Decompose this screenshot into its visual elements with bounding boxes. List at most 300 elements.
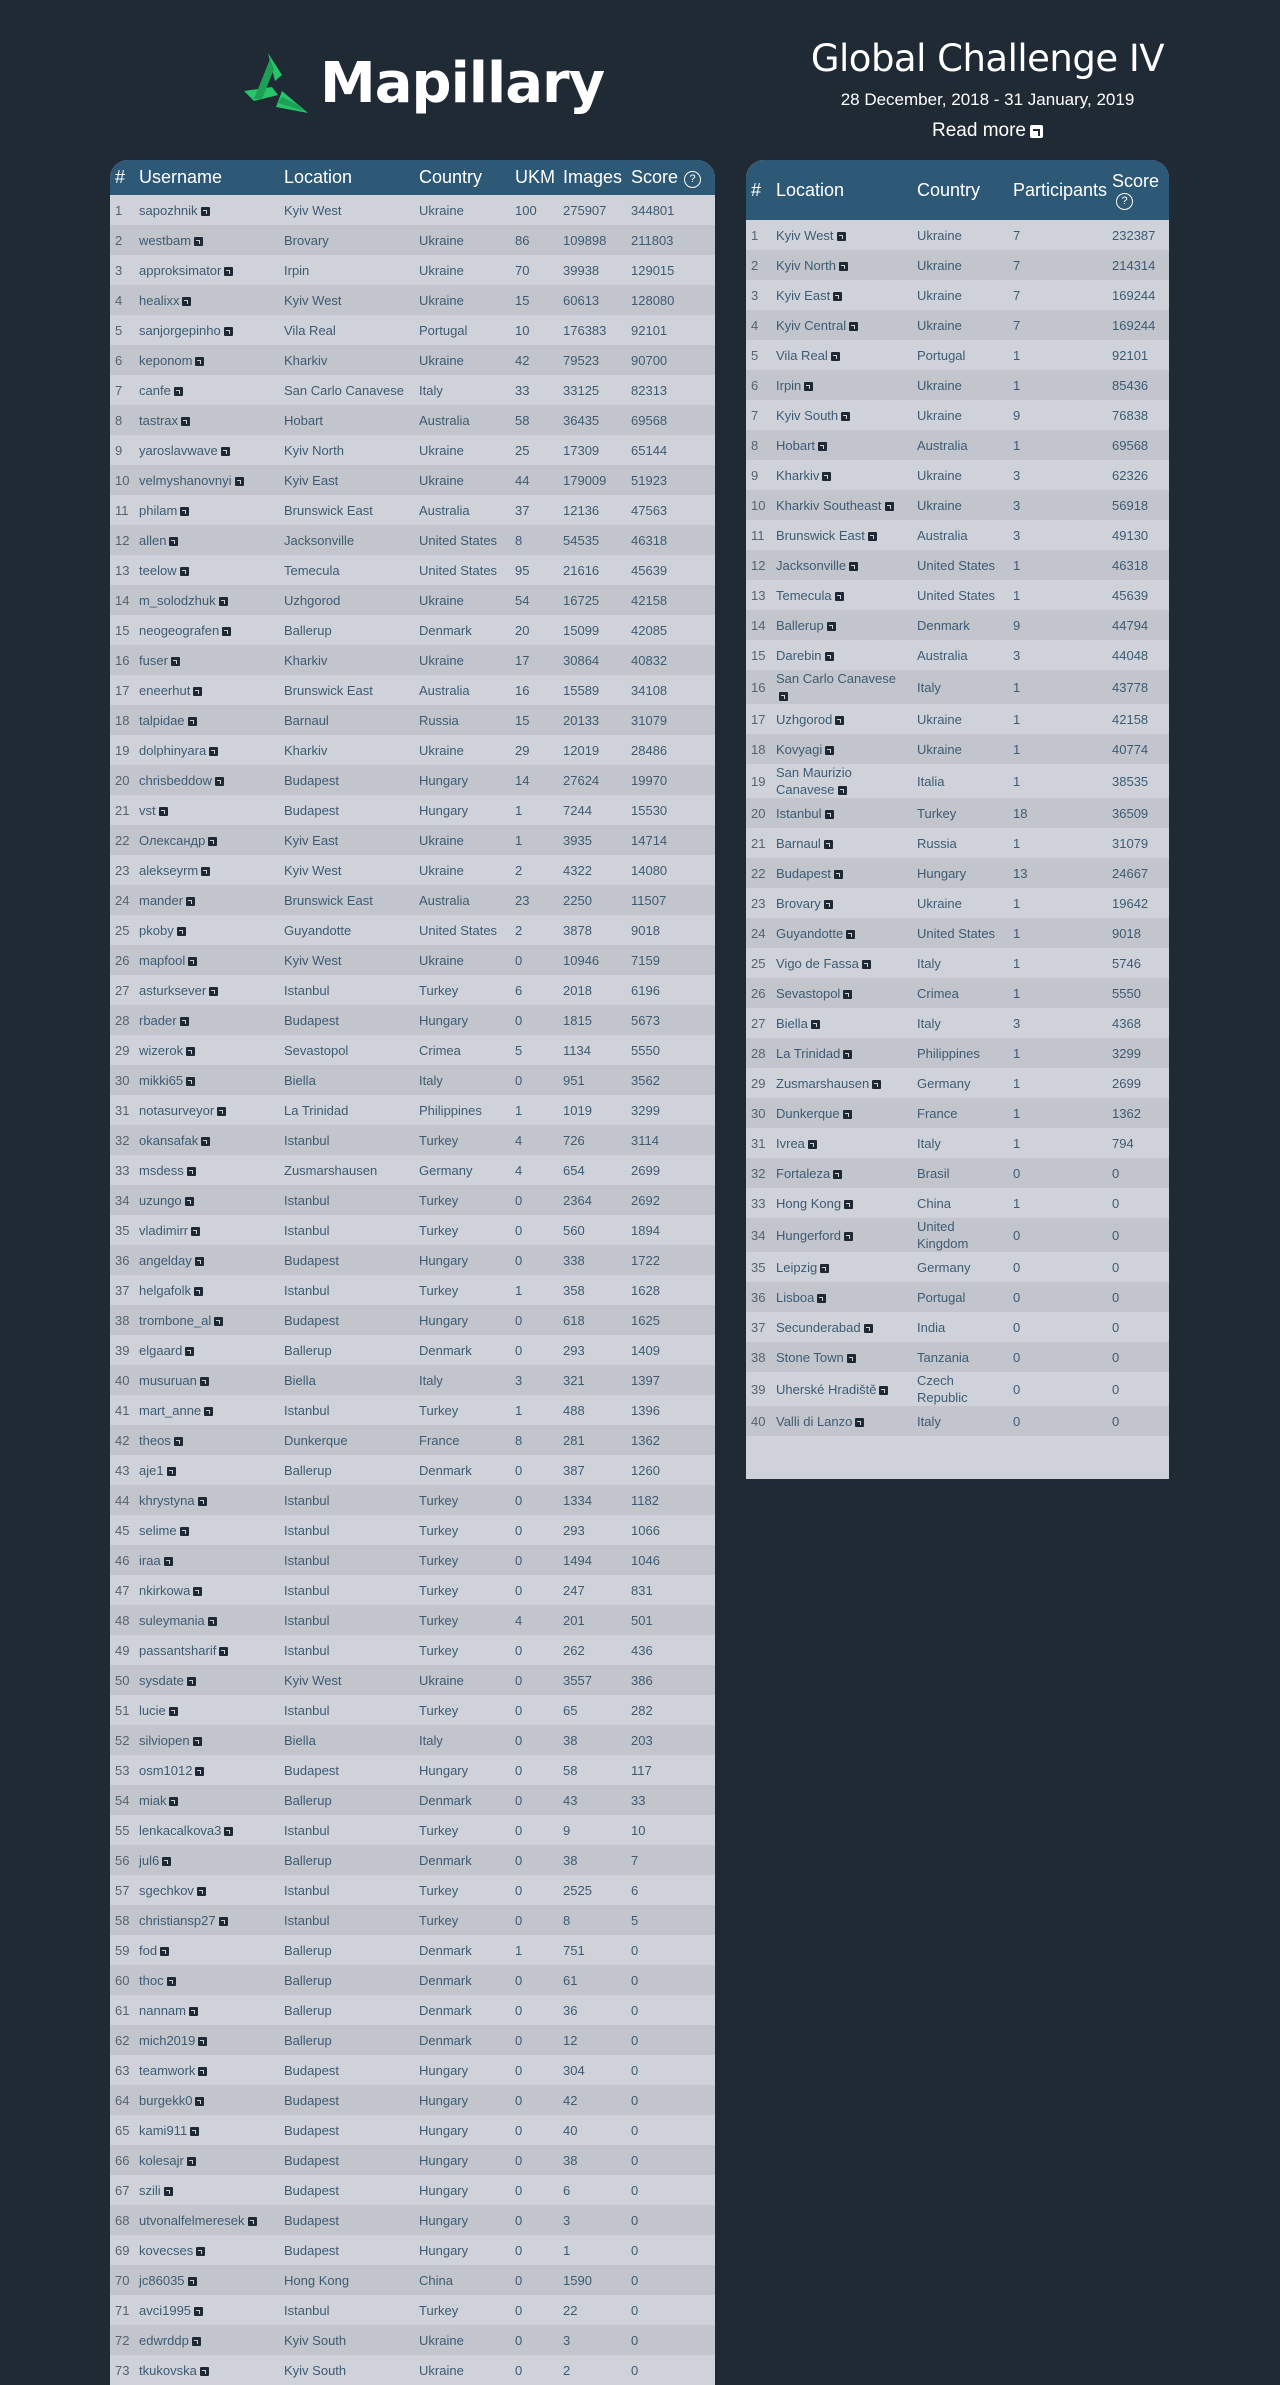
table-row [110,2145,715,2175]
location-link[interactable] [771,1038,912,1068]
username-link[interactable] [134,525,279,555]
score-cell [1107,1282,1169,1312]
location-link[interactable] [771,580,912,610]
username-link[interactable] [134,2235,279,2265]
username-link-text: musuruan [139,1372,197,1388]
participants-cell [1008,430,1107,460]
table-row [746,1406,1169,1436]
location-link[interactable] [771,520,912,550]
username-link[interactable] [134,1005,279,1035]
username-link[interactable] [134,585,279,615]
external-link-icon [181,417,190,426]
table-row [110,945,715,975]
country-cell-text: Denmark [419,1462,472,1478]
username-link[interactable] [134,2055,279,2085]
location-link[interactable] [771,1128,912,1158]
country-cell-text: Ukraine [419,832,464,848]
username-link[interactable] [134,915,279,945]
country-cell [912,1008,1008,1038]
username-link[interactable] [134,285,279,315]
images-cell-text: 1 [563,2242,571,2258]
location-link[interactable] [771,798,912,828]
location-link[interactable] [771,1068,912,1098]
location-link[interactable] [771,1158,912,1188]
username-link[interactable] [134,2295,279,2325]
location-cell-text: Budapest [284,2212,339,2228]
country-cell [912,580,1008,610]
location-cell-text: Istanbul [284,1282,330,1298]
rank-cell [110,615,134,645]
username-link[interactable] [134,1155,279,1185]
rank-cell-text: 54 [115,1792,130,1808]
username-link[interactable] [134,315,279,345]
ukm-cell-text: 0 [515,2152,523,2168]
location-link[interactable] [771,888,912,918]
location-cell [279,2175,414,2205]
username-link[interactable] [134,1365,279,1395]
score-cell [626,1725,715,1755]
username-link[interactable] [134,675,279,705]
table-row [746,1218,1169,1252]
username-link-text: utvonalfelmeresek [139,2212,245,2228]
location-link[interactable] [771,764,912,798]
rank-cell [110,285,134,315]
location-cell-text: Brunswick East [284,892,373,908]
score-cell [626,1695,715,1725]
images-cell [558,315,626,345]
location-cell [279,285,414,315]
username-link[interactable] [134,945,279,975]
country-cell-text: France [917,1105,958,1121]
location-link[interactable] [771,310,912,340]
rank-cell-text: 28 [751,1045,766,1061]
location-link[interactable] [771,220,912,250]
images-cell-text: 36 [563,2002,578,2018]
score-cell-text: 5550 [631,1042,660,1058]
username-link[interactable] [134,2085,279,2115]
username-link[interactable] [134,1815,279,1845]
score-cell [626,675,715,705]
rank-cell [110,1395,134,1425]
score-cell [1107,858,1169,888]
score-cell-text: 85436 [1112,377,1149,393]
location-cell [279,1935,414,1965]
username-link[interactable] [134,1485,279,1515]
location-link-text: Hong Kong [776,1195,842,1211]
table-row [746,888,1169,918]
score-cell-text: 76838 [1112,407,1149,423]
location-link[interactable] [771,1188,912,1218]
ukm-cell [510,1935,558,1965]
username-link[interactable] [134,1035,279,1065]
country-cell [414,555,510,585]
country-cell-text: Ukraine [419,292,464,308]
ukm-cell [510,1095,558,1125]
participants-cell [1008,1128,1107,1158]
username-link[interactable] [134,495,279,525]
score-cell-text: 49130 [1112,527,1149,543]
username-link[interactable] [134,1905,279,1935]
col-rank: # [110,160,134,195]
location-link-text: Biella [776,1015,808,1031]
username-link-text: m_solodzhuk [139,592,216,608]
rank-cell [110,1095,134,1125]
username-link[interactable] [134,1425,279,1455]
ukm-cell-text: 0 [515,1312,523,1328]
rank-cell [110,2325,134,2355]
rank-cell [110,1335,134,1365]
location-link[interactable] [771,1312,912,1342]
images-cell-text: 39938 [563,262,600,278]
score-cell [1107,704,1169,734]
participants-cell-text: 1 [1013,741,1021,757]
participants-cell-text: 0 [1013,1413,1021,1429]
external-link-icon [188,2277,197,2286]
username-link-text: avci1995 [139,2302,192,2318]
rank-cell [746,1406,771,1436]
username-link[interactable] [134,975,279,1005]
external-link-icon [198,2067,207,2076]
score-cell-text: 5673 [631,1012,660,1028]
username-link[interactable] [134,195,279,225]
location-cell [279,645,414,675]
ukm-cell [510,1755,558,1785]
country-cell-text: Hungary [419,1012,469,1028]
location-cell-text: Biella [284,1372,316,1388]
username-link[interactable] [134,1965,279,1995]
username-link[interactable] [134,1875,279,1905]
username-link[interactable] [134,1755,279,1785]
rank-cell-text: 64 [115,2092,130,2108]
table-row [746,858,1169,888]
location-link[interactable] [771,400,912,430]
username-link-text: lucie [139,1702,166,1718]
rank-cell [746,1282,771,1312]
username-link[interactable] [134,1335,279,1365]
location-link[interactable] [771,858,912,888]
country-cell [414,675,510,705]
location-link[interactable] [771,948,912,978]
country-cell-text: Ukraine [419,472,464,488]
read-more-link[interactable] [932,118,1043,144]
score-cell-text: 0 [631,2062,639,2078]
country-cell-text: Denmark [419,622,472,638]
images-cell [558,645,626,675]
location-link[interactable] [771,704,912,734]
score-cell-text: 5 [631,1912,639,1928]
location-link[interactable] [771,610,912,640]
location-link[interactable] [771,1282,912,1312]
username-link[interactable] [134,705,279,735]
rank-cell [746,310,771,340]
ukm-cell [510,1455,558,1485]
images-cell-text: 21616 [563,562,600,578]
location-cell-text: Budapest [284,2122,339,2138]
images-cell [558,1875,626,1905]
images-cell-text: 176383 [563,322,607,338]
username-link[interactable] [134,765,279,795]
username-link[interactable] [134,1275,279,1305]
username-link[interactable] [134,615,279,645]
location-link[interactable] [771,280,912,310]
location-link[interactable] [771,978,912,1008]
location-link[interactable] [771,550,912,580]
rank-cell-text: 1 [751,227,759,243]
table-row [110,1755,715,1785]
rank-cell-text: 53 [115,1762,130,1778]
rank-cell-text: 32 [751,1165,766,1181]
username-link[interactable] [134,735,279,765]
score-cell-text: 4368 [1112,1015,1141,1031]
country-cell-text: United States [419,922,498,938]
country-cell [414,255,510,285]
location-link[interactable] [771,734,912,764]
username-link[interactable] [134,435,279,465]
rank-cell-text: 71 [115,2302,130,2318]
external-link-icon [217,1107,226,1116]
score-cell [1107,1252,1169,1282]
location-link[interactable] [771,1342,912,1372]
score-cell [626,1635,715,1665]
username-link[interactable] [134,225,279,255]
username-link[interactable] [134,2025,279,2055]
location-link[interactable] [771,1098,912,1128]
rank-cell [110,795,134,825]
table-row [746,1312,1169,1342]
username-link[interactable] [134,1695,279,1725]
external-link-icon [186,897,195,906]
username-link[interactable] [134,1935,279,1965]
username-link[interactable] [134,2115,279,2145]
rank-cell-text: 35 [115,1222,130,1238]
location-link[interactable] [771,250,912,280]
score-cell-text: 11507 [631,892,667,908]
location-link[interactable] [771,370,912,400]
location-link[interactable] [771,1252,912,1282]
location-link[interactable] [771,1372,912,1406]
ukm-cell-text: 3 [515,1372,523,1388]
external-link-icon [193,1587,202,1596]
location-link-text: Brovary [776,895,821,911]
table-row [746,764,1169,798]
location-cell-text: Budapest [284,2242,339,2258]
location-link[interactable] [771,1008,912,1038]
participants-cell-text: 7 [1013,287,1021,303]
participants-cell [1008,978,1107,1008]
ukm-cell [510,1545,558,1575]
username-link[interactable] [134,2325,279,2355]
username-link[interactable] [134,825,279,855]
rank-cell-text: 46 [115,1552,130,1568]
table-row [746,220,1169,250]
username-link[interactable] [134,2355,279,2385]
ukm-cell [510,615,558,645]
location-cell-text: Istanbul [284,1132,330,1148]
location-link[interactable] [771,490,912,520]
table-row [746,520,1169,550]
score-cell-text: 19970 [631,772,668,788]
country-cell [414,1995,510,2025]
username-link[interactable] [134,2265,279,2295]
country-cell [414,735,510,765]
location-cell [279,1695,414,1725]
rank-cell [110,585,134,615]
location-link[interactable] [771,918,912,948]
help-icon[interactable]: ? [684,171,701,188]
score-cell-text: 92101 [631,322,668,338]
rank-cell [110,645,134,675]
images-cell [558,1545,626,1575]
participants-cell-text: 1 [1013,1045,1021,1061]
location-link[interactable] [771,670,912,704]
rank-cell [746,610,771,640]
location-link[interactable] [771,430,912,460]
username-link[interactable] [134,1515,279,1545]
participants-cell [1008,280,1107,310]
images-cell-text: 618 [563,1312,585,1328]
external-link-icon [248,2217,257,2226]
rank-cell [110,195,134,225]
images-cell [558,1785,626,1815]
username-link[interactable] [134,1095,279,1125]
country-cell [414,1215,510,1245]
rank-cell-text: 50 [115,1672,130,1688]
rank-cell-text: 34 [751,1227,766,1243]
location-cell-text: Temecula [284,562,340,578]
location-link[interactable] [771,460,912,490]
table-row [746,280,1169,310]
location-link[interactable] [771,828,912,858]
country-cell [414,1845,510,1875]
username-link-text: nkirkowa [139,1582,191,1598]
images-cell-text: 7244 [563,802,592,818]
table-row [110,1875,715,1905]
username-link[interactable] [134,795,279,825]
images-cell-text: 1590 [563,2272,592,2288]
images-cell-text: 2525 [563,1882,592,1898]
username-link[interactable] [134,1215,279,1245]
username-link[interactable] [134,345,279,375]
score-cell [626,1965,715,1995]
username-link[interactable] [134,255,279,285]
country-cell [414,1365,510,1395]
username-link[interactable] [134,1395,279,1425]
rank-cell [110,1065,134,1095]
country-cell-text: Turkey [419,1132,459,1148]
score-cell-text: 1362 [631,1432,660,1448]
mapillary-logo[interactable] [242,48,604,120]
location-cell-text: Ballerup [284,1972,332,1988]
participants-cell [1008,550,1107,580]
username-link[interactable] [134,1725,279,1755]
username-link[interactable] [134,1605,279,1635]
table-row [110,1965,715,1995]
username-link[interactable] [134,375,279,405]
rank-cell [746,400,771,430]
username-link[interactable] [134,1785,279,1815]
username-link-text: uzungo [139,1192,182,1208]
location-link[interactable] [771,340,912,370]
username-link[interactable] [134,2175,279,2205]
username-link[interactable] [134,645,279,675]
score-cell [626,435,715,465]
external-link-icon [837,232,846,241]
location-link-text: Sevastopol [776,985,841,1001]
rank-cell [110,1215,134,1245]
country-cell [414,1635,510,1665]
ukm-cell-text: 0 [515,1822,523,1838]
score-cell-text: 0 [1112,1259,1120,1275]
username-link[interactable] [134,1545,279,1575]
rank-cell-text: 5 [115,322,123,338]
score-cell [626,1305,715,1335]
username-link[interactable] [134,1635,279,1665]
username-link[interactable] [134,1185,279,1215]
country-cell-text: India [917,1319,946,1335]
help-icon[interactable]: ? [1116,193,1133,210]
location-cell-text: Kharkiv [284,352,328,368]
username-link[interactable] [134,1575,279,1605]
username-link[interactable] [134,1245,279,1275]
username-link[interactable] [134,2145,279,2175]
location-link[interactable] [771,1406,912,1436]
images-cell [558,2295,626,2325]
username-link[interactable] [134,1065,279,1095]
username-link[interactable] [134,885,279,915]
score-cell [626,1995,715,2025]
country-cell [414,2025,510,2055]
participants-cell [1008,1188,1107,1218]
username-link[interactable] [134,855,279,885]
country-cell [414,1485,510,1515]
external-link-icon [872,1080,881,1089]
username-link[interactable] [134,2205,279,2235]
location-link[interactable] [771,1218,912,1252]
rank-cell-text: 12 [751,557,766,573]
location-link[interactable] [771,640,912,670]
location-cell-text: Budapest [284,1252,339,1268]
country-cell [414,1065,510,1095]
score-cell [626,225,715,255]
username-link-text: westbam [139,232,192,248]
country-cell [414,1095,510,1125]
rank-cell-text: 30 [115,1072,130,1088]
username-link[interactable] [134,405,279,435]
score-cell [626,1785,715,1815]
table-row [110,1425,715,1455]
username-link[interactable] [134,1995,279,2025]
score-cell-text: 62326 [1112,467,1149,483]
location-link-text: Darebin [776,647,822,663]
country-cell [414,2235,510,2265]
locations-table-header [746,160,1169,220]
users-table-body [110,195,715,2385]
score-cell [626,1275,715,1305]
score-cell-text: 1396 [631,1402,660,1418]
username-link[interactable] [134,465,279,495]
country-cell-text: Portugal [917,1289,966,1305]
rank-cell [110,2115,134,2145]
username-link[interactable] [134,1125,279,1155]
username-link[interactable] [134,1455,279,1485]
username-link[interactable] [134,555,279,585]
country-cell-text: United States [917,925,996,941]
location-cell-text: Kyiv West [284,202,342,218]
location-cell [279,2055,414,2085]
username-link[interactable] [134,1305,279,1335]
username-link[interactable] [134,1665,279,1695]
username-link[interactable] [134,1845,279,1875]
